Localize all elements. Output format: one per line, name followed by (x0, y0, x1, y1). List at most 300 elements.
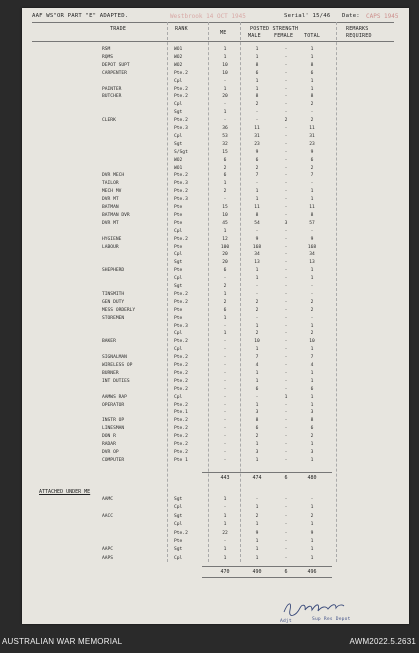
cell-female: - (284, 54, 288, 60)
cell-total: 2 (310, 513, 314, 519)
subtotal-male: 474 (252, 475, 262, 481)
cell-me: - (223, 363, 227, 368)
cell-me: 2 (223, 284, 227, 289)
cell-me: 100 (220, 244, 230, 250)
cell-me: 20 (222, 252, 228, 258)
cell-total: 11 (309, 126, 315, 131)
cell-rank: Cpl (174, 102, 183, 108)
cell-trade: HYGIENE (102, 236, 122, 242)
table-row (22, 307, 409, 314)
cell-male: 2 (255, 102, 259, 108)
table-row (22, 394, 409, 401)
cell-female: - (284, 78, 288, 84)
cell-female: - (284, 457, 288, 463)
table-row (22, 275, 409, 282)
cell-male: 1 (255, 547, 259, 553)
cell-total: 1 (310, 54, 314, 60)
cell-trade: PAINTER (102, 86, 122, 92)
cell-female: - (284, 284, 288, 289)
table-row (22, 513, 409, 520)
cell-trade: DEPOT SUPT (102, 62, 130, 68)
cell-male: 7 (255, 355, 259, 361)
cell-me: 2 (223, 299, 227, 305)
cell-rank: Cpl (174, 331, 183, 337)
cell-male: 2 (255, 165, 259, 171)
cell-female: - (284, 370, 288, 376)
cell-male: 8 (255, 212, 259, 218)
table-row (22, 125, 409, 132)
cell-male: 6 (255, 157, 259, 163)
cell-trade: RADAR (102, 442, 116, 447)
table-row (22, 530, 409, 537)
cell-rank: Cpl (174, 252, 183, 258)
cell-female: - (284, 149, 288, 155)
cell-male: 34 (254, 252, 260, 258)
cell-total: - (310, 315, 314, 321)
serial-label: Serial' 15/46 (284, 13, 331, 19)
cell-total: 1 (310, 86, 314, 92)
table-row (22, 425, 409, 432)
cell-trade: AAPC (102, 547, 114, 553)
cell-me: 1 (223, 181, 227, 187)
cell-female: - (284, 62, 288, 68)
header-rule-bottom (32, 41, 394, 42)
cell-female: - (284, 126, 288, 131)
cell-total: 1 (310, 394, 314, 400)
table-row (22, 354, 409, 361)
cell-female: - (284, 307, 288, 313)
cell-male: 10 (254, 339, 260, 345)
table-row (22, 496, 409, 503)
cell-me: 6 (223, 173, 227, 179)
cell-me: 53 (222, 133, 228, 139)
cell-rank: Pte.3 (174, 126, 188, 131)
cell-male: 1 (255, 276, 259, 282)
cell-total: 4 (310, 363, 314, 368)
cell-rank: Pte.2 (174, 449, 188, 455)
cell-total: 1 (310, 197, 314, 203)
table-row (22, 441, 409, 448)
date-stamp: CAPS 1945 (366, 13, 399, 20)
cell-male: - (255, 497, 259, 502)
cell-total: 8 (310, 212, 314, 218)
cell-male: 2 (255, 513, 259, 519)
table-row (22, 433, 409, 440)
cell-male: 7 (255, 173, 259, 179)
cell-total: 2 (310, 118, 314, 124)
cell-rank: Pte.2 (174, 530, 188, 536)
table-row (22, 141, 409, 148)
table-row (22, 323, 409, 330)
cell-female: - (284, 347, 288, 353)
table-row (22, 149, 409, 156)
cell-me: 2 (223, 165, 227, 171)
cell-female: - (284, 522, 288, 528)
cell-male: 1 (255, 402, 259, 408)
cell-female: - (284, 363, 288, 368)
table-row (22, 402, 409, 409)
cell-me: 1 (223, 47, 227, 52)
cell-me: 1 (223, 547, 227, 553)
cell-female: - (284, 276, 288, 282)
grand-total-total: 496 (307, 569, 317, 575)
cell-total: - (310, 291, 314, 297)
cell-me: 1 (223, 228, 227, 234)
cell-male: 1 (255, 505, 259, 511)
cell-female: - (284, 102, 288, 108)
cell-me: 20 (222, 94, 228, 100)
table-row (22, 417, 409, 424)
col-posted-strength: POSTED STRENGTH (250, 26, 299, 32)
cell-total: 57 (309, 220, 315, 226)
cell-me: 1 (223, 555, 227, 561)
cell-trade: AAPS (102, 555, 114, 561)
cell-rank: Pte.2 (174, 291, 188, 297)
cell-rank: Pte.2 (174, 236, 188, 242)
cell-female: 1 (284, 394, 288, 400)
document-page (22, 8, 409, 624)
cell-female: - (284, 228, 288, 234)
cell-total: 1 (310, 547, 314, 553)
cell-male: 1 (255, 47, 259, 52)
subtotal-me: 443 (220, 475, 230, 481)
cell-rank: Sgt (174, 260, 183, 266)
cell-me: - (223, 410, 227, 416)
cell-rank: Pte.2 (174, 418, 188, 424)
cell-rank: Pte.2 (174, 118, 188, 124)
cell-female: - (284, 386, 288, 392)
cell-rank: Pte.2 (174, 70, 188, 76)
cell-trade: LINESMAN (102, 426, 125, 432)
cell-female: - (284, 110, 288, 116)
table-row (22, 378, 409, 385)
cell-rank: Cpl (174, 394, 183, 400)
cell-rank: Pte.2 (174, 370, 188, 376)
cell-rank: Pte.2 (174, 402, 188, 408)
cell-rank: S/Sgt (174, 149, 188, 155)
grand-total-rule (202, 566, 332, 567)
table-row (22, 188, 409, 195)
cell-total: - (310, 110, 314, 116)
cell-me: - (223, 426, 227, 432)
cell-rank: Cpl (174, 133, 183, 139)
cell-total: 2 (310, 307, 314, 313)
cell-me: 15 (222, 205, 228, 210)
cell-me: 2 (223, 189, 227, 195)
cell-me: 32 (222, 141, 228, 147)
table-row (22, 46, 409, 53)
table-row (22, 157, 409, 164)
cell-trade: DVR MECH (102, 173, 125, 179)
cell-rank: Pte.2 (174, 386, 188, 392)
cell-trade: BURNER (102, 370, 119, 376)
table-row (22, 283, 409, 290)
cell-rank: Sgt (174, 110, 183, 116)
cell-female: - (284, 378, 288, 384)
table-row (22, 521, 409, 528)
cell-male: - (255, 118, 259, 124)
cell-rank: Pte.3 (174, 323, 188, 329)
cell-me: 1 (223, 522, 227, 528)
cell-rank: Pte.3 (174, 181, 188, 187)
subtotal-female: 6 (284, 475, 288, 481)
cell-female: - (284, 212, 288, 218)
cell-female: - (284, 189, 288, 195)
cell-total: 1 (310, 276, 314, 282)
cell-rank: WO2 (174, 157, 183, 163)
cell-trade: GEN DUTY (102, 299, 125, 305)
cell-rank: Pte.2 (174, 299, 188, 305)
cell-male: - (255, 315, 259, 321)
cell-rank: Pte.2 (174, 434, 188, 440)
cell-me: - (223, 457, 227, 463)
cell-me: 1 (223, 315, 227, 321)
cell-female: - (284, 236, 288, 242)
cell-total: 168 (307, 244, 317, 250)
cell-rank: WO2 (174, 54, 183, 60)
cell-total: 31 (309, 133, 315, 139)
cell-trade: AACC (102, 513, 114, 519)
cell-total: 9 (310, 236, 314, 242)
cell-male: 3 (255, 410, 259, 416)
table-row (22, 555, 409, 562)
cell-male: - (255, 181, 259, 187)
table-row (22, 62, 409, 69)
cell-female: - (284, 426, 288, 432)
cell-male: 8 (255, 94, 259, 100)
table-row (22, 291, 409, 298)
cell-trade: BATMAN DVR (102, 212, 130, 218)
cell-me: - (223, 370, 227, 376)
cell-male: 1 (255, 78, 259, 84)
cell-male: 1 (255, 347, 259, 353)
cell-me: 1 (223, 497, 227, 502)
cell-male: 1 (255, 457, 259, 463)
cell-female: - (284, 449, 288, 455)
cell-trade: OPERATOR (102, 402, 125, 408)
cell-female: - (284, 205, 288, 210)
cell-trade: INSTR OP (102, 418, 125, 424)
col-total: TOTAL (304, 33, 321, 39)
cell-male: - (255, 284, 259, 289)
cell-trade: BUTCHER (102, 94, 122, 100)
cell-me: - (223, 539, 227, 544)
table-row (22, 180, 409, 187)
cell-me: - (223, 505, 227, 511)
cell-male: 1 (255, 86, 259, 92)
cell-rank: Pte.2 (174, 363, 188, 368)
cell-male: - (255, 394, 259, 400)
cell-total: 9 (310, 530, 314, 536)
table-row (22, 220, 409, 227)
subtotal-total: 480 (307, 475, 317, 481)
cell-total: 8 (310, 418, 314, 424)
table-row (22, 267, 409, 274)
table-row (22, 93, 409, 100)
cell-rank: Pte.3 (174, 197, 188, 203)
cell-me: 6 (223, 157, 227, 163)
attached-heading: ATTACHED UNDER ME (39, 489, 91, 495)
col-female: FEMALE (274, 33, 294, 39)
cell-trade: AAMWS RAP (102, 394, 127, 400)
cell-male: 23 (254, 141, 260, 147)
cell-female: - (284, 323, 288, 329)
cell-me: 1 (223, 331, 227, 337)
cell-male: 13 (254, 260, 260, 266)
cell-rank: Pte (174, 244, 183, 250)
cell-male: 1 (255, 323, 259, 329)
cell-male: 168 (252, 244, 262, 250)
cell-male: 11 (254, 126, 260, 131)
cell-rank: Pte.2 (174, 173, 188, 179)
table-row (22, 370, 409, 377)
cell-female: - (284, 410, 288, 416)
cell-rank: Sgt (174, 497, 183, 502)
cell-me: - (223, 276, 227, 282)
grand-total-female: 6 (284, 569, 288, 575)
table-row (22, 244, 409, 251)
cell-me: - (223, 418, 227, 424)
cell-female: - (284, 47, 288, 52)
cell-me: - (223, 118, 227, 124)
table-row (22, 54, 409, 61)
table-row (22, 259, 409, 266)
cell-male: 54 (254, 220, 260, 226)
cell-me: - (223, 394, 227, 400)
cell-male: 1 (255, 378, 259, 384)
cell-rank: Pte.2 (174, 355, 188, 361)
cell-rank: Pte.2 (174, 426, 188, 432)
cell-male: 1 (255, 442, 259, 447)
cell-total: 2 (310, 331, 314, 337)
cell-rank: Sgt (174, 284, 183, 289)
cell-female: - (284, 555, 288, 561)
cell-female: - (284, 86, 288, 92)
cell-me: 10 (222, 70, 228, 76)
cell-male: 2 (255, 331, 259, 337)
table-row (22, 70, 409, 77)
cell-female: - (284, 260, 288, 266)
cell-male: 1 (255, 268, 259, 274)
received-stamp: Westbrook 14 OCT 1945 (170, 13, 246, 20)
grand-total-me: 470 (220, 569, 230, 575)
form-title: AAF WS"OR PART "E" ADAPTED. (32, 13, 129, 19)
cell-me: - (223, 347, 227, 353)
table-row (22, 299, 409, 306)
table-row (22, 546, 409, 553)
cell-female: - (284, 299, 288, 305)
cell-male: 11 (254, 205, 260, 210)
table-row (22, 165, 409, 172)
cell-trade: TINSMITH (102, 291, 125, 297)
cell-female: - (284, 505, 288, 511)
col-remarks: REMARKS REQUIRED (346, 26, 372, 39)
cell-total: 1 (310, 78, 314, 84)
cell-me: 1 (223, 291, 227, 297)
cell-total: 9 (310, 149, 314, 155)
cell-rank: Pte (174, 220, 183, 226)
cell-trade: SHEPHERD (102, 268, 125, 274)
cell-trade: MESS ORDERLY (102, 307, 136, 313)
cell-rank: Pte.2 (174, 189, 188, 195)
cell-rank: Pte (174, 205, 183, 210)
cell-total: 6 (310, 386, 314, 392)
cell-rank: WO1 (174, 165, 183, 171)
cell-male: 1 (255, 370, 259, 376)
col-male: MALE (248, 33, 261, 39)
cell-male: 9 (255, 236, 259, 242)
cell-total: 6 (310, 157, 314, 163)
cell-rank: Cpl (174, 228, 183, 234)
cell-total: - (310, 497, 314, 502)
cell-female: - (284, 268, 288, 274)
cell-total: 1 (310, 378, 314, 384)
cell-trade: STOREMEN (102, 315, 125, 321)
cell-male: 2 (255, 307, 259, 313)
cell-rank: Cpl (174, 347, 183, 353)
cell-me: 45 (222, 220, 228, 226)
footer-accession: AWM2022.5.2631 (349, 637, 416, 646)
cell-female: - (284, 434, 288, 440)
table-row (22, 109, 409, 116)
cell-male: 9 (255, 530, 259, 536)
cell-total: 1 (310, 189, 314, 195)
cell-me: 36 (222, 126, 228, 131)
cell-total: 1 (310, 347, 314, 353)
cell-rank: Pte.2 (174, 442, 188, 447)
subtotal-rule (202, 472, 332, 473)
cell-rank: WO2 (174, 62, 183, 68)
cell-total: 2 (310, 165, 314, 171)
cell-rank: Sgt (174, 547, 183, 553)
cell-me: - (223, 102, 227, 108)
cell-me: 10 (222, 212, 228, 218)
cell-me: 1 (223, 110, 227, 116)
cell-total: 1 (310, 522, 314, 528)
cell-me: - (223, 402, 227, 408)
cell-rank: Pte.2 (174, 378, 188, 384)
table-row (22, 449, 409, 456)
cell-me: 22 (222, 530, 228, 536)
cell-total: 6 (310, 70, 314, 76)
cell-male: 1 (255, 555, 259, 561)
cell-me: 1 (223, 54, 227, 60)
cell-total: 6 (310, 426, 314, 432)
cell-female: - (284, 181, 288, 187)
cell-rank: Pte (174, 268, 183, 274)
cell-male: 1 (255, 189, 259, 195)
cell-trade: DVR MT (102, 197, 119, 203)
cell-trade: AAMC (102, 497, 114, 502)
col-me: ME (220, 30, 227, 36)
cell-trade: LABOUR (102, 244, 119, 250)
cell-male: 8 (255, 62, 259, 68)
cell-female: - (284, 173, 288, 179)
table-row (22, 86, 409, 93)
cell-male: - (255, 291, 259, 297)
cell-me: 10 (222, 62, 228, 68)
cell-me: - (223, 355, 227, 361)
cell-female: - (284, 530, 288, 536)
cell-female: - (284, 291, 288, 297)
cell-me: 1 (223, 513, 227, 519)
cell-me: - (223, 339, 227, 345)
cell-rank: Sgt (174, 513, 183, 519)
table-row (22, 457, 409, 464)
cell-male: 3 (255, 449, 259, 455)
cell-female: - (284, 141, 288, 147)
signature-adjt: Adjt (280, 619, 292, 624)
